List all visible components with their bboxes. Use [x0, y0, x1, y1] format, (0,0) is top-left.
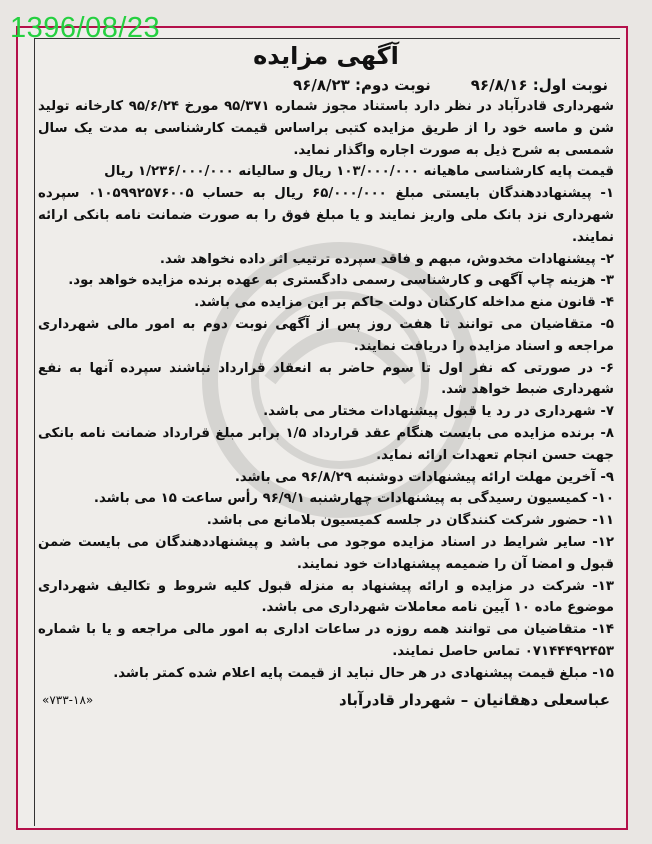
- condition-item: ۸- برنده مزایده می بایست هنگام عقد قرارداد ۱/۵ برابر مبلغ قرارداد ضمانت نامه بانکی جهت حسن انجام تعهدات ارائه نماید.: [38, 425, 615, 463]
- publication-turns: [36, 74, 616, 96]
- first-turn-date: نوبت اول: ۹۶/۸/۱۶: [470, 76, 608, 94]
- condition-item: ۳- هزینه چاپ آگهی و کارشناسی رسمی دادگستری به عهده برنده مزایده خواهد بود.: [68, 273, 614, 289]
- mayor-signature: عباسعلی دهقانیان – شهردار قادرآباد: [339, 690, 610, 709]
- condition-item: ۱- پیشنهاددهندگان بایستی مبلغ ۶۵/۰۰۰/۰۰۰ ریال به حساب ۰۱۰۵۹۹۲۵۷۶۰۰۵ سپرده شهرداری نزد بانک ملی واریز نمایند و یا مبلغ فوق را به صورت ضمانت نامه بانکی ارائه نمایند.: [38, 186, 614, 245]
- notice-intro: شهرداری قادرآباد در نظر دارد باستناد مجوز شماره ۹۵/۳۷۱ مورخ ۹۵/۶/۲۴ کارخانه تولید شن و ماسه خود را از طریق مزایده کتبی براساس قیمت کارشناسی به مدت یک سال شمسی به شرح ذیل به صورت اجاره واگذار نماید.: [38, 99, 614, 158]
- base-price: قیمت پایه کارشناسی ماهیانه ۱۰۳/۰۰۰/۰۰۰ ریال و سالیانه ۱/۲۳۶/۰۰۰/۰۰۰ ریال: [104, 164, 614, 180]
- condition-item: ۲- پیشنهادات مخدوش، مبهم و فاقد سپرده ترتیب اثر داده نخواهد شد.: [159, 251, 614, 267]
- notice-content: [36, 40, 616, 824]
- condition-item: ۵- متقاضیان می توانند تا هفت روز پس از آگهی نوبت دوم به امور مالی شهرداری مراجعه و اسناد مزایده را دریافت نمایند.: [38, 316, 614, 354]
- condition-item: ۶- در صورتی که نفر اول تا سوم حاضر به انعقاد قرارداد نباشند سپرده آنها به نفع شهرداری ضبط خواهد شد.: [38, 360, 614, 398]
- condition-item: ۹- آخرین مهلت ارائه پیشنهادات دوشنبه ۹۶/۸/۲۹ می باشد.: [234, 469, 614, 485]
- notice-title: آگهی مزایده: [253, 42, 399, 70]
- condition-item: ۱۳- شرکت در مزایده و ارائه پیشنهاد به منزله قبول کلیه شروط و تکالیف شهرداری موضوع ماده ۱۰ آیین نامه معاملات شهرداری می باشد.: [38, 578, 614, 616]
- notice-footer: [36, 688, 616, 712]
- condition-item: ۱۲- سایر شرایط در اسناد مزایده موجود می باشد و پیشنهاددهندگان می بایست ضمن قبول و امضا آن را ضمیمه پیشنهادات خود نمایند.: [38, 534, 614, 572]
- condition-item: ۱۵- مبلغ قیمت پیشنهادی در هر حال نباید از قیمت پایه اعلام شده کمتر باشد.: [113, 665, 614, 681]
- conditions-list: [36, 183, 616, 684]
- condition-item: ۴- قانون منع مداخله کارکنان دولت حاکم بر این مزایده می باشد.: [194, 295, 614, 311]
- notice-code: «۷۳۳-۱۸»: [42, 692, 94, 707]
- condition-item: ۷- شهرداری در رد یا قبول پیشنهادات مختار می باشد.: [263, 404, 614, 420]
- condition-item: ۱۱- حضور شرکت کنندگان در جلسه کمیسیون بلامانع می باشد.: [206, 513, 614, 529]
- condition-item: ۱۴- متقاضیان می توانند همه روزه در ساعات اداری به امور مالی مراجعه و یا با شماره ۰۷۱۴۴۴۹۲۴۵۳ تماس حاصل نمایند.: [38, 622, 614, 659]
- second-turn-date: نوبت دوم: ۹۶/۸/۲۳: [293, 76, 431, 94]
- stamp-date: 1396/08/23: [10, 12, 161, 44]
- condition-item: ۱۰- کمیسیون رسیدگی به پیشنهادات چهارشنبه ۹۶/۹/۱ رأس ساعت ۱۵ می باشد.: [93, 491, 614, 507]
